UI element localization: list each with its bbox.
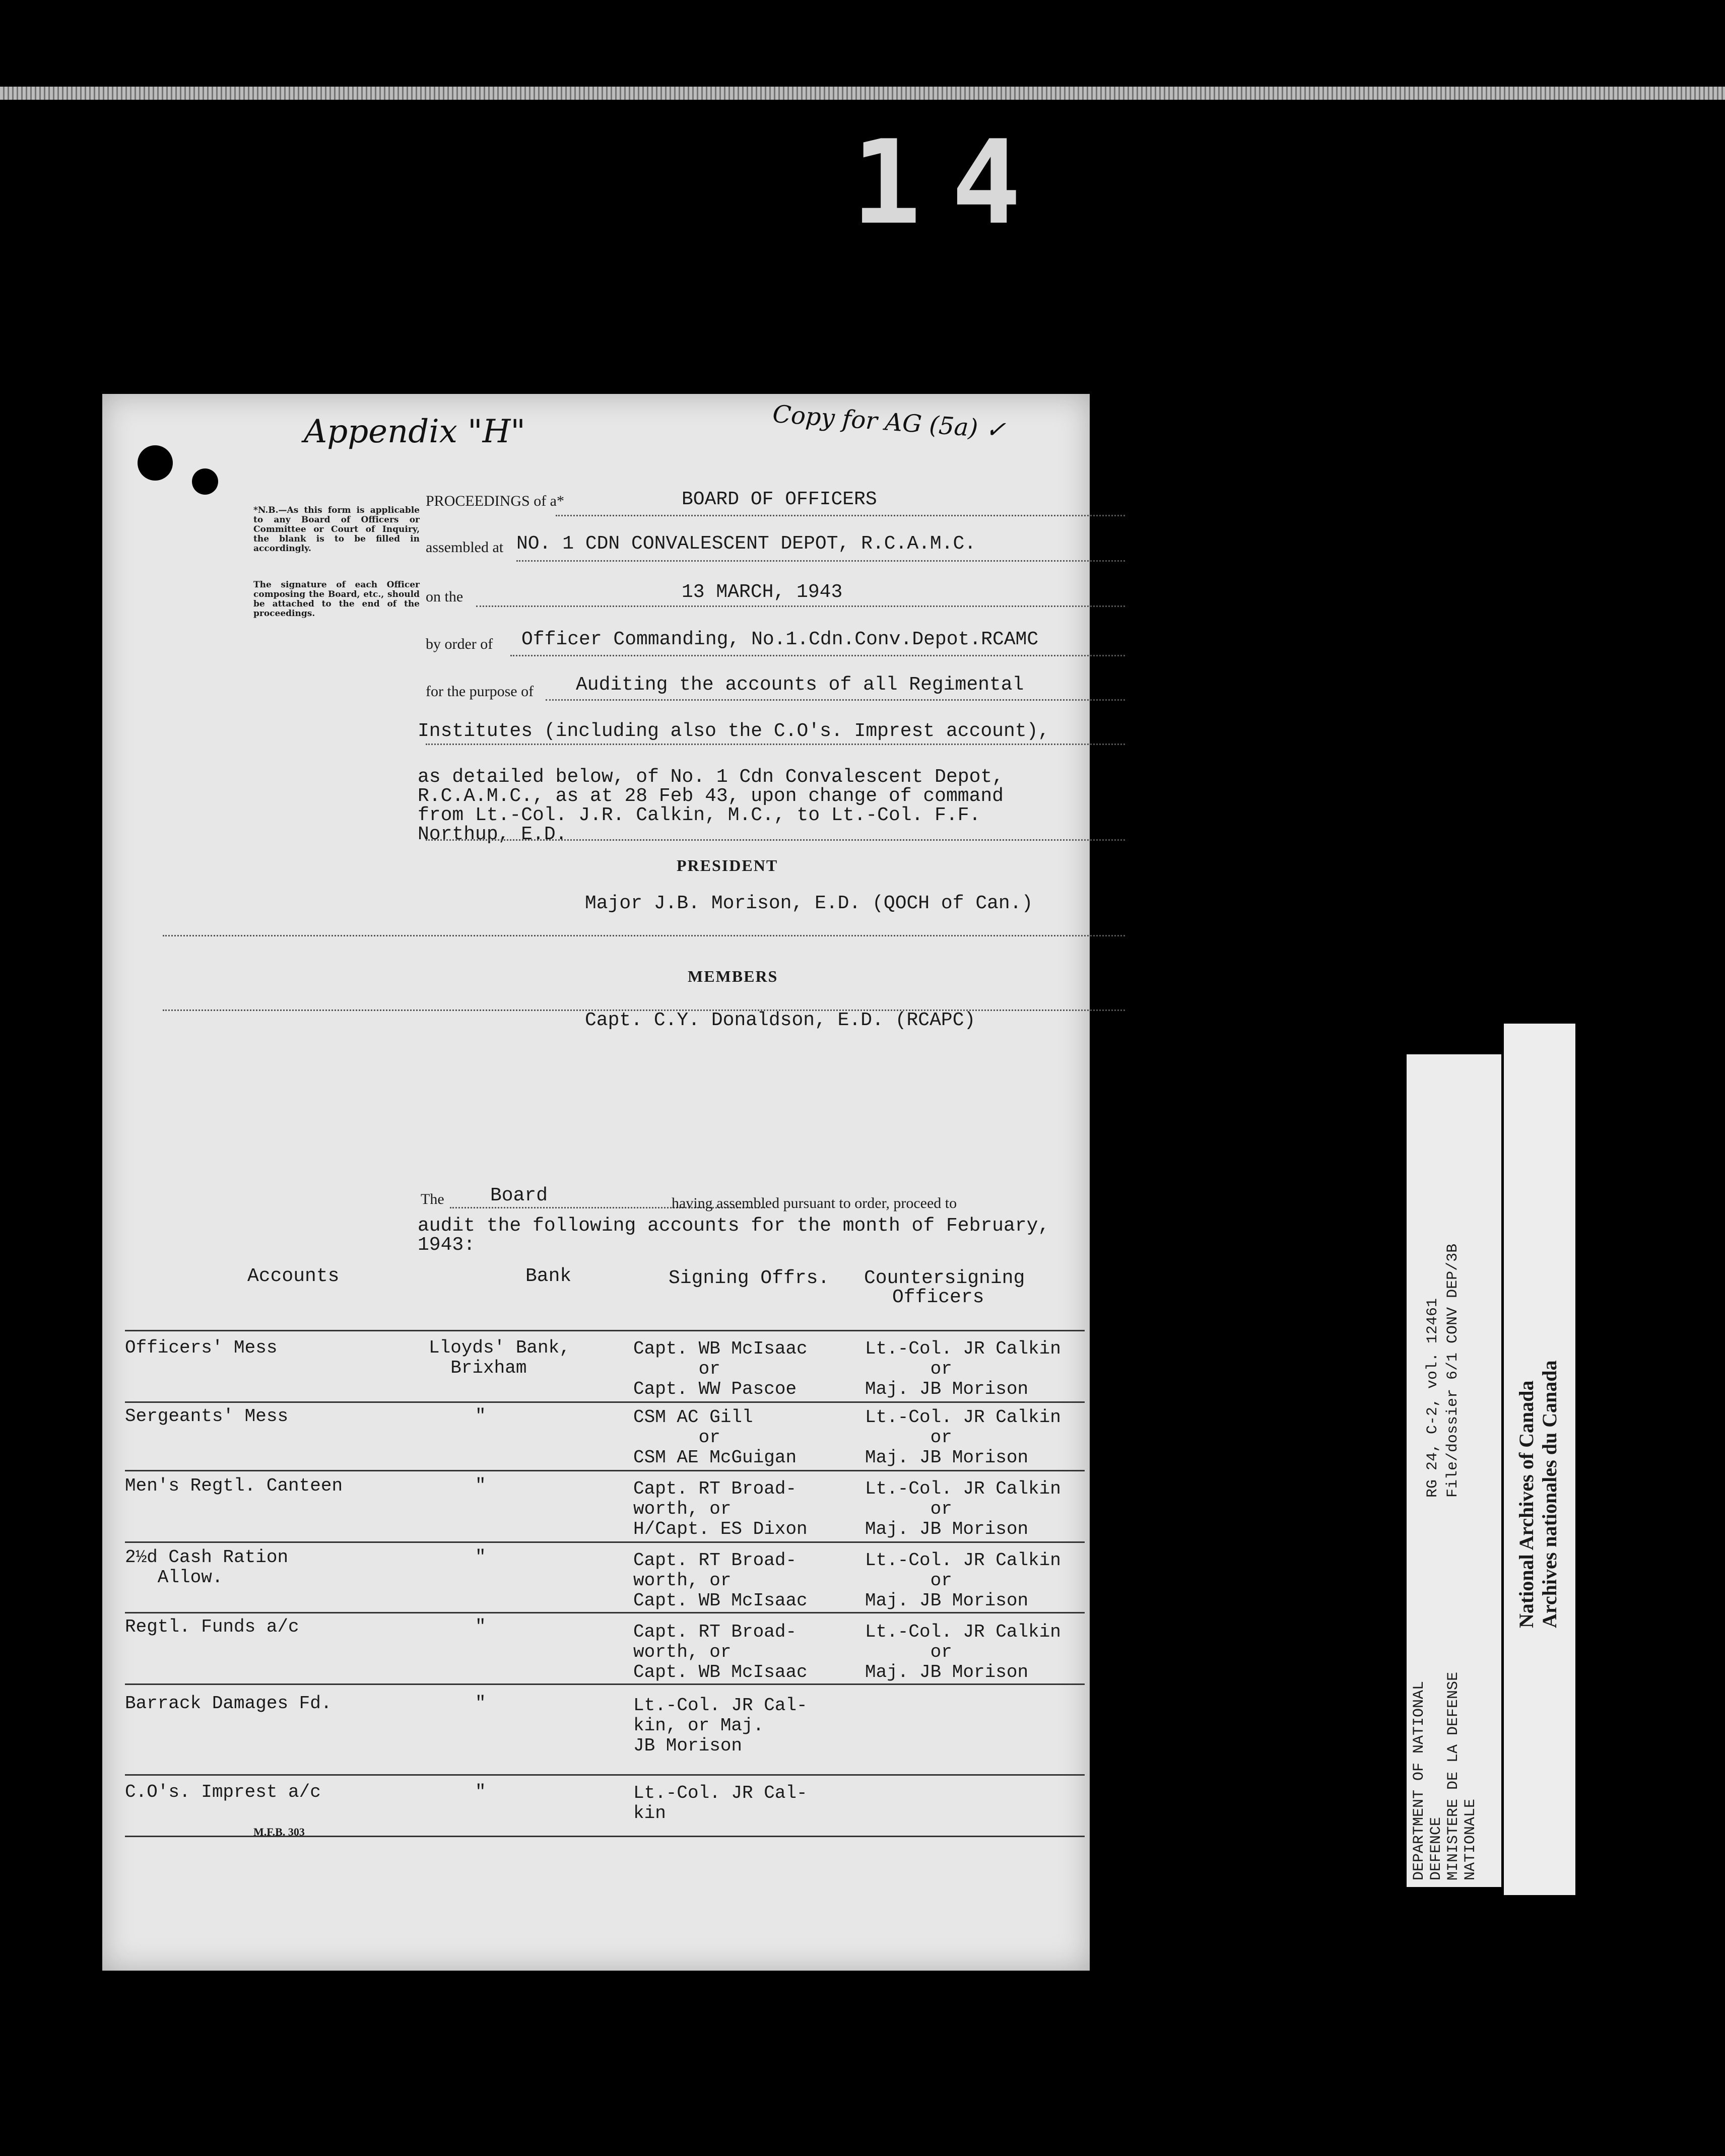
archive-ref: RG 24, C-2, vol. 12461 xyxy=(1424,1298,1441,1498)
table-rule xyxy=(125,1330,1085,1331)
nb-note: *N.B.—As this form is applicable to any Board of Officers or Committee or Court of Inquiry, the blank is to be filled in accordingly. xyxy=(253,505,420,554)
archives-fr: Archives nationales du Canada xyxy=(1538,1360,1561,1628)
body-line-3: 1943: xyxy=(418,1234,476,1256)
row-7-signing: Lt.-Col. JR Cal- kin xyxy=(633,1783,808,1824)
president-name: Major J.B. Morison, E.D. (QOCH of Can.) xyxy=(585,893,1033,914)
row-1-counter: Lt.-Col. JR Calkin or Maj. JB Morison xyxy=(865,1338,1061,1399)
frame-number: 14 xyxy=(851,116,1051,250)
table-rule xyxy=(125,1774,1085,1776)
members-heading: MEMBERS xyxy=(688,967,778,985)
dotted-line xyxy=(426,839,1125,841)
dotted-line xyxy=(476,605,1125,607)
col-header-officers: Officers xyxy=(892,1287,984,1308)
dept-en-1: DEPARTMENT OF NATIONAL xyxy=(1411,1680,1428,1880)
copy-annotation: Copy for AG (5a) ✓ xyxy=(771,399,1007,445)
having-label: having assembled pursuant to order, proceed to xyxy=(672,1195,957,1211)
national-archives-stamp xyxy=(1504,1024,1575,1895)
dotted-line xyxy=(556,515,1125,516)
the-label: The xyxy=(421,1191,444,1207)
appendix-annotation: Appendix "H" xyxy=(304,413,525,450)
purpose-line-1: Auditing the accounts of all Regimental xyxy=(576,674,1024,696)
row-6-account: Barrack Damages Fd. xyxy=(125,1693,332,1714)
row-6-bank: " xyxy=(475,1693,486,1714)
purpose-line-3: as detailed below, of No. 1 Cdn Convalescent Depot, xyxy=(418,766,1004,788)
dotted-line xyxy=(516,560,1125,562)
date-value: 13 MARCH, 1943 xyxy=(682,581,843,603)
row-5-bank: " xyxy=(475,1616,486,1637)
row-2-account: Sergeants' Mess xyxy=(125,1406,289,1427)
purpose-line-4: R.C.A.M.C., as at 28 Feb 43, upon change of command xyxy=(418,785,1004,807)
purpose-line-2: Institutes (including also the C.O's. Imprest account), xyxy=(418,720,1050,742)
row-2-bank: " xyxy=(475,1406,486,1427)
member-name: Capt. C.Y. Donaldson, E.D. (RCAPC) xyxy=(585,1009,976,1031)
assembled-value: NO. 1 CDN CONVALESCENT DEPOT, R.C.A.M.C. xyxy=(516,533,976,555)
assembled-label: assembled at xyxy=(426,539,504,556)
purpose-label: for the purpose of xyxy=(426,683,534,700)
punch-hole xyxy=(138,445,173,481)
row-5-signing: Capt. RT Broad- worth, or Capt. WB McIsaac xyxy=(633,1622,808,1682)
row-3-account: Men's Regtl. Canteen xyxy=(125,1475,343,1496)
order-value: Officer Commanding, No.1.Cdn.Conv.Depot.RCAMC xyxy=(521,629,1039,650)
document-page xyxy=(102,394,1090,1971)
dept-fr-1: MINISTERE DE LA DEFENSE xyxy=(1445,1671,1462,1880)
body-line-2: audit the following accounts for the month of February, xyxy=(418,1215,1050,1237)
col-header-bank: Bank xyxy=(525,1265,572,1287)
film-edge xyxy=(0,87,1725,100)
row-5-counter: Lt.-Col. JR Calkin or Maj. JB Morison xyxy=(865,1622,1061,1682)
row-2-counter: Lt.-Col. JR Calkin or Maj. JB Morison xyxy=(865,1407,1061,1468)
dotted-line xyxy=(163,935,1125,936)
row-3-bank: " xyxy=(475,1475,486,1496)
col-header-accounts: Accounts xyxy=(247,1265,340,1287)
row-7-bank: " xyxy=(475,1782,486,1802)
row-4-bank: " xyxy=(475,1547,486,1568)
punch-hole xyxy=(192,468,218,495)
col-header-countersigning: Countersigning xyxy=(864,1267,1025,1289)
table-rule xyxy=(125,1683,1085,1685)
row-5-account: Regtl. Funds a/c xyxy=(125,1616,299,1637)
table-rule xyxy=(125,1470,1085,1471)
dept-en-2: DEFENCE xyxy=(1428,1816,1445,1880)
form-number: M.F.B. 303 xyxy=(253,1826,305,1838)
purpose-line-5: from Lt.-Col. J.R. Calkin, M.C., to Lt.-Col. F.F. xyxy=(418,804,981,826)
row-3-signing: Capt. RT Broad- worth, or H/Capt. ES Dixon xyxy=(633,1478,808,1539)
col-header-signing: Signing Offrs. xyxy=(669,1267,830,1289)
dotted-line xyxy=(546,699,1125,701)
row-7-account: C.O's. Imprest a/c xyxy=(125,1782,321,1802)
row-4-signing: Capt. RT Broad- worth, or Capt. WB McIsaac xyxy=(633,1550,808,1611)
archive-file: File/dossier 6/1 CONV DEP/3B xyxy=(1444,1243,1462,1498)
table-rule xyxy=(125,1401,1085,1403)
row-1-bank: Lloyds' Bank, Brixham xyxy=(429,1337,570,1378)
row-6-signing: Lt.-Col. JR Cal- kin, or Maj. JB Morison xyxy=(633,1695,808,1756)
row-1-signing: Capt. WB McIsaac or Capt. WW Pascoe xyxy=(633,1338,808,1399)
row-1-account: Officers' Mess xyxy=(125,1337,278,1358)
order-label: by order of xyxy=(426,636,493,652)
signature-note: The signature of each Officer composing the Board, etc., should be attached to the end of the proceedings. xyxy=(253,580,420,619)
dotted-line xyxy=(510,655,1125,656)
purpose-line-6: Northup, E.D. xyxy=(418,824,567,845)
row-4-counter: Lt.-Col. JR Calkin or Maj. JB Morison xyxy=(865,1550,1061,1611)
dotted-line xyxy=(426,744,1125,745)
president-heading: PRESIDENT xyxy=(677,856,778,874)
row-4-account: 2½d Cash Ration Allow. xyxy=(125,1547,289,1588)
date-label: on the xyxy=(426,588,463,605)
proceedings-label: PROCEEDINGS of a* xyxy=(426,493,564,509)
dept-fr-2: NATIONALE xyxy=(1462,1798,1479,1880)
archive-reference-stamp xyxy=(1407,1054,1501,1887)
table-rule xyxy=(125,1541,1085,1543)
archives-en: National Archives of Canada xyxy=(1515,1380,1538,1628)
row-3-counter: Lt.-Col. JR Calkin or Maj. JB Morison xyxy=(865,1478,1061,1539)
proceedings-value: BOARD OF OFFICERS xyxy=(682,489,877,510)
row-2-signing: CSM AC Gill or CSM AE McGuigan xyxy=(633,1407,797,1468)
board-value: Board xyxy=(490,1185,548,1206)
table-rule xyxy=(125,1612,1085,1613)
